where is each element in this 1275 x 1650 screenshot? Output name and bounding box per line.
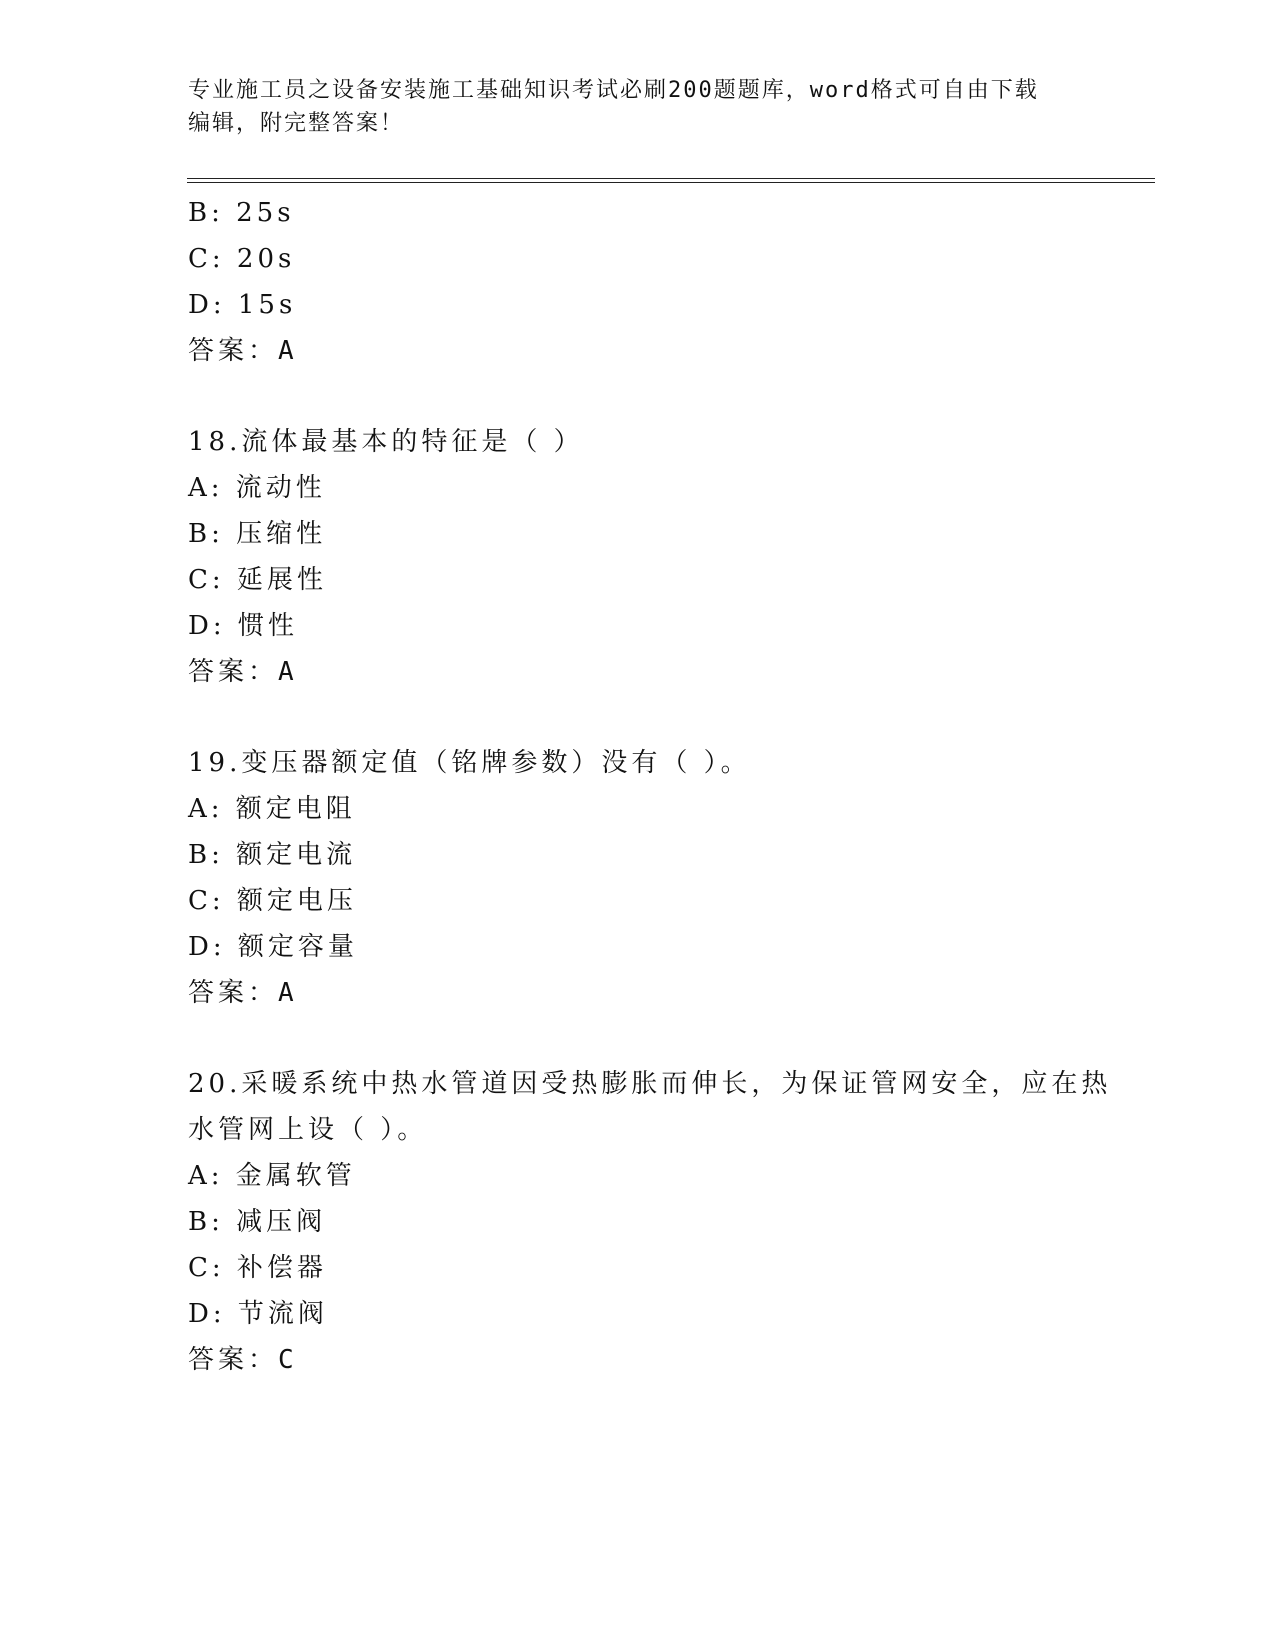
option-c: C: 20s [188, 244, 296, 274]
document-header [188, 74, 1088, 140]
header-rule-bottom [187, 182, 1155, 183]
option-a: A: 额定电阻 [188, 794, 356, 824]
option-b: B: 25s [188, 198, 295, 228]
option-d: D: 额定容量 [188, 932, 358, 962]
option-b: B: 额定电流 [188, 840, 357, 870]
option-c: C: 延展性 [188, 565, 327, 595]
answer-label: 答案： [188, 978, 279, 1008]
option-a: A: 流动性 [188, 473, 326, 503]
header-rule-top [187, 178, 1155, 179]
question-19 [188, 740, 1088, 1016]
option-c: C: 额定电压 [188, 886, 357, 916]
answer-value: A [278, 978, 298, 1008]
answer-line [188, 328, 1088, 374]
answer-value: A [278, 657, 298, 687]
header-line-2: 编辑，附完整答案！ [188, 111, 405, 136]
answer-line [188, 649, 1088, 695]
answer-value: C [278, 1345, 298, 1375]
option-b: B: 减压阀 [188, 1207, 327, 1237]
answer-label: 答案： [188, 657, 279, 687]
question-18 [188, 419, 1088, 695]
question-20 [188, 1061, 1112, 1383]
question-text-line-2: 水管网上设（ ）。 [188, 1115, 428, 1145]
question-text: 18.流体最基本的特征是（ ） [188, 427, 584, 457]
answer-label: 答案： [188, 336, 279, 366]
option-b: B: 压缩性 [188, 519, 327, 549]
option-a: A: 金属软管 [188, 1161, 356, 1191]
question-17 [188, 190, 1088, 374]
question-list [188, 190, 1112, 1383]
question-text-line-1: 20.采暖系统中热水管道因受热膨胀而伸长，为保证管网安全，应在热 [188, 1069, 1112, 1099]
option-d: D: 15s [188, 290, 297, 320]
answer-value: A [278, 336, 298, 366]
option-d: D: 节流阀 [188, 1299, 328, 1329]
question-text: 19.变压器额定值（铭牌参数）没有（ ）。 [188, 748, 751, 778]
option-d: D: 惯性 [188, 611, 298, 641]
answer-line [188, 1337, 1088, 1383]
header-line-1: 专业施工员之设备安装施工基础知识考试必刷200题题库，word格式可自由下载 [188, 78, 1039, 103]
answer-line [188, 970, 1088, 1016]
option-c: C: 补偿器 [188, 1253, 327, 1283]
answer-label: 答案： [188, 1345, 279, 1375]
